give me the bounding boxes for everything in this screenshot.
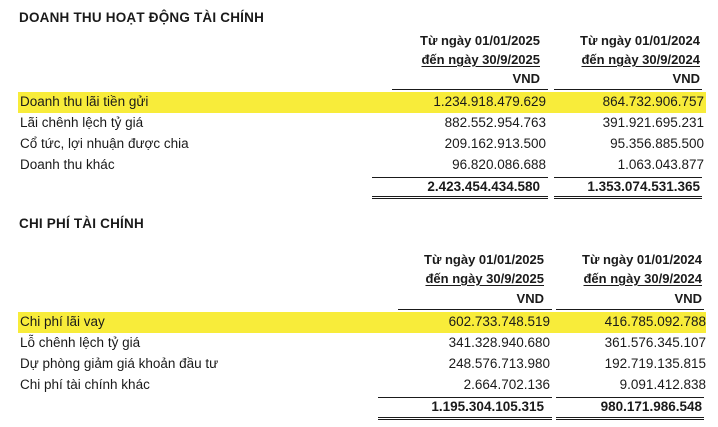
revenue-total-top-rule-1 xyxy=(372,177,548,178)
expense-total-bottom-rule-1 xyxy=(378,417,552,418)
expense-col2-line1: Từ ngày 01/01/2024 xyxy=(582,252,702,267)
expense-row-label: Dự phòng giảm giá khoản đầu tư xyxy=(20,356,219,371)
expense-row-v1: 602.733.748.519 xyxy=(448,314,550,329)
expense-row-v2: 192.719.135.815 xyxy=(604,356,706,371)
revenue-row-v1: 882.552.954.763 xyxy=(444,115,546,130)
revenue-total-bottom-rule-2 xyxy=(554,196,702,197)
revenue-row-0 xyxy=(18,92,706,113)
expense-col1-header xyxy=(424,250,544,288)
revenue-total-v1: 2.423.454.434.580 xyxy=(427,179,540,194)
expense-title: CHI PHÍ TÀI CHÍNH xyxy=(19,216,144,231)
expense-total-bottom-rule-2 xyxy=(556,417,704,418)
expense-col1-line2: đến ngày 30/9/2025 xyxy=(425,271,544,286)
expense-row-label: Chi phí tài chính khác xyxy=(20,377,150,392)
expense-unit-underline-1 xyxy=(398,309,552,310)
revenue-row-v1: 1.234.918.479.629 xyxy=(433,94,546,109)
revenue-row-v2: 391.921.695.231 xyxy=(602,115,704,130)
expense-row-label: Lỗ chênh lệch tỷ giá xyxy=(20,335,141,350)
expense-total-v2: 980.171.986.548 xyxy=(600,399,702,414)
revenue-row-3 xyxy=(18,155,706,176)
revenue-col1-unit: VND xyxy=(512,71,540,86)
revenue-col2-unit: VND xyxy=(672,71,700,86)
revenue-total-v2: 1.353.074.531.365 xyxy=(587,179,700,194)
revenue-col2-line1: Từ ngày 01/01/2024 xyxy=(580,33,700,48)
expense-col1-line1: Từ ngày 01/01/2025 xyxy=(424,252,544,267)
revenue-total-bottom-rule-2b xyxy=(554,198,702,199)
expense-row-v1: 2.664.702.136 xyxy=(463,377,550,392)
expense-unit-underline-2 xyxy=(556,309,704,310)
revenue-total-bottom-rule-1 xyxy=(372,196,548,197)
expense-col2-header xyxy=(582,250,702,288)
expense-row-v1: 341.328.940.680 xyxy=(448,335,550,350)
revenue-row-label: Cổ tức, lợi nhuận được chia xyxy=(20,136,189,151)
revenue-row-v2: 95.356.885.500 xyxy=(610,136,704,151)
expense-total-v1: 1.195.304.105.315 xyxy=(431,399,544,414)
expense-row-3 xyxy=(18,375,706,396)
revenue-col2-line2: đến ngày 30/9/2024 xyxy=(581,52,700,67)
expense-row-1 xyxy=(18,333,706,354)
expense-col2-unit: VND xyxy=(674,291,702,306)
revenue-row-label: Lãi chênh lệch tỷ giá xyxy=(20,115,144,130)
revenue-col1-line2: đến ngày 30/9/2025 xyxy=(421,52,540,67)
revenue-row-1 xyxy=(18,113,706,134)
revenue-row-2 xyxy=(18,134,706,155)
expense-total-bottom-rule-2b xyxy=(556,419,704,420)
revenue-row-v2: 1.063.043.877 xyxy=(617,157,704,172)
revenue-row-label: Doanh thu khác xyxy=(20,157,115,172)
expense-row-v2: 416.785.092.788 xyxy=(604,314,706,329)
expense-total-bottom-rule-1b xyxy=(378,419,552,420)
revenue-row-v1: 96.820.086.688 xyxy=(452,157,546,172)
revenue-row-v2: 864.732.906.757 xyxy=(602,94,704,109)
expense-row-2 xyxy=(18,354,706,375)
revenue-row-label: Doanh thu lãi tiền gửi xyxy=(20,94,149,109)
revenue-row-v1: 209.162.913.500 xyxy=(444,136,546,151)
revenue-col1-line1: Từ ngày 01/01/2025 xyxy=(420,33,540,48)
revenue-title: DOANH THU HOẠT ĐỘNG TÀI CHÍNH xyxy=(19,10,265,25)
expense-row-v2: 9.091.412.838 xyxy=(619,377,706,392)
expense-row-0 xyxy=(18,312,706,333)
revenue-unit-underline-2 xyxy=(554,89,702,90)
revenue-total-top-rule-2 xyxy=(554,177,702,178)
expense-total-top-rule-1 xyxy=(378,397,552,398)
expense-col2-line2: đến ngày 30/9/2024 xyxy=(583,271,702,286)
expense-row-v2: 361.576.345.107 xyxy=(604,335,706,350)
expense-total-top-rule-2 xyxy=(556,397,704,398)
revenue-col1-header xyxy=(420,31,540,69)
expense-row-v1: 248.576.713.980 xyxy=(448,356,550,371)
expense-row-label: Chi phí lãi vay xyxy=(20,314,105,329)
revenue-unit-underline-1 xyxy=(392,89,548,90)
revenue-col2-header xyxy=(580,31,700,69)
revenue-total-bottom-rule-1b xyxy=(372,198,548,199)
expense-col1-unit: VND xyxy=(516,291,544,306)
